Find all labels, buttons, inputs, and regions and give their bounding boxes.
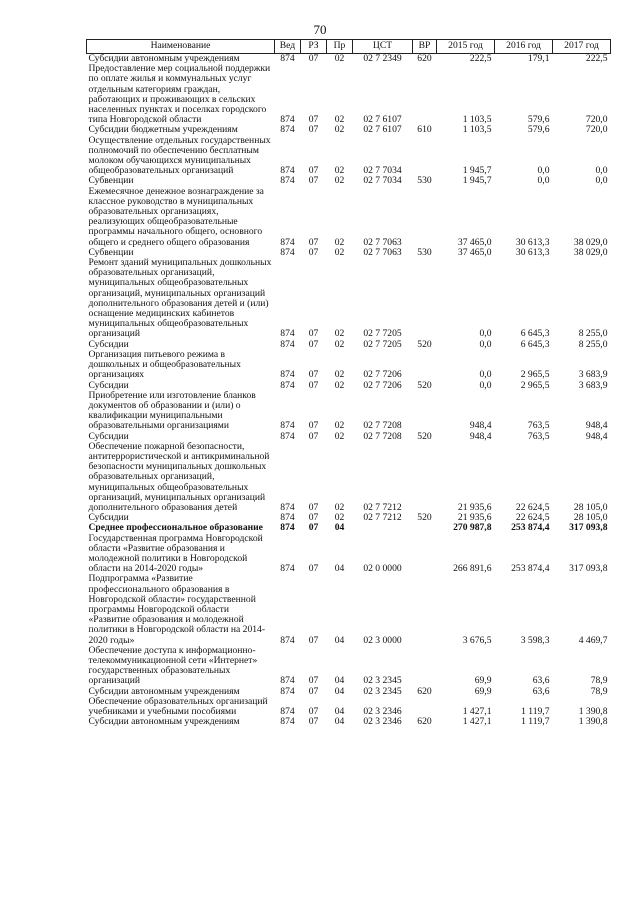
cell-2015: 69,9 (474, 675, 492, 687)
cell-2016: 63,6 (532, 675, 550, 687)
cell-pr: 02 (334, 246, 345, 258)
cell-2016: 30 613,3 (515, 236, 550, 248)
cell-rz: 07 (308, 512, 319, 524)
cell-2016: 6 645,3 (520, 328, 550, 340)
cell-ved: 874 (280, 53, 295, 64)
cell-2016: 30 613,3 (515, 246, 550, 258)
cell-name: Обеспечение образовательных организаций учебниками и учебными пособиями (88, 695, 268, 717)
cell-2016: 0,0 (537, 175, 550, 187)
cell-2016: 1 119,7 (521, 706, 550, 717)
cell-cst: 02 7 7208 (363, 430, 402, 442)
cell-2015: 0,0 (479, 369, 492, 381)
cell-cst: 02 7 7063 (363, 236, 402, 248)
cell-rz: 07 (308, 114, 319, 126)
cell-2017: 948,4 (585, 420, 608, 432)
cell-name: Государственная программа Новгородской области «Развитие образования и молодежной политики в Новгородской области на 2014-2020 годы» (88, 532, 263, 575)
cell-2016: 1 119,7 (521, 716, 550, 728)
cell-rz: 07 (308, 675, 319, 687)
cell-ved: 874 (280, 685, 295, 697)
cell-2016: 179,1 (527, 53, 550, 64)
cell-vr (413, 64, 437, 125)
cell-2015: 0,0 (479, 338, 492, 350)
cell-rz: 07 (308, 522, 319, 534)
cell-2017: 720,0 (585, 124, 608, 136)
cell-vr (413, 391, 437, 432)
cell-cst: 02 3 2346 (363, 716, 402, 728)
cell-vr (413, 350, 437, 381)
cell-2015: 948,4 (469, 420, 492, 432)
cell-vr: 520 (417, 430, 432, 442)
header-2016: 2016 год (495, 40, 553, 54)
cell-ved: 874 (280, 512, 295, 524)
cell-2015: 21 935,6 (457, 501, 492, 513)
cell-cst: 02 7 6107 (363, 124, 402, 136)
cell-2017: 0,0 (595, 175, 608, 187)
table-row (87, 697, 611, 717)
cell-rz: 07 (308, 328, 319, 340)
cell-cst: 02 7 7212 (363, 512, 402, 524)
cell-ved: 874 (280, 379, 295, 391)
cell-rz: 07 (308, 165, 319, 177)
cell-ved: 874 (280, 124, 295, 136)
cell-name: Обеспечение пожарной безопасности, антитеррористической и антикриминальной безопасности муниципальных дошкольных образовательных организаций, муниципальных общеобразовательных организаций, муниципальных организаций дополнительного образования детей (88, 440, 270, 513)
cell-name: Субсидии (88, 512, 129, 524)
table-row (87, 258, 611, 340)
cell-2017: 28 105,0 (573, 512, 608, 524)
cell-2016: 0,0 (537, 165, 550, 177)
cell-rz: 07 (308, 236, 319, 248)
cell-ved: 874 (280, 706, 295, 717)
cell-2015: 948,4 (469, 430, 492, 442)
cell-name: Среднее профессиональное образование (88, 522, 263, 534)
cell-vr: 620 (417, 685, 432, 697)
cell-2015: 1 427,1 (462, 706, 492, 717)
cell-2016: 22 624,5 (515, 512, 550, 524)
cell-vr (413, 646, 437, 687)
cell-2016: 763,5 (527, 420, 550, 432)
cell-name: Обеспечение доступа к информационно-телекоммуникационной сети «Интернет» государственных образовательных организаций (88, 644, 258, 687)
cell-rz: 07 (308, 124, 319, 136)
cell-2015: 1 945,7 (462, 165, 492, 177)
cell-cst (353, 523, 413, 533)
cell-cst: 02 7 7034 (363, 165, 402, 177)
cell-2016: 579,6 (527, 124, 550, 136)
cell-rz: 07 (308, 53, 319, 64)
cell-2017: 78,9 (590, 685, 608, 697)
cell-cst: 02 0 0000 (363, 563, 402, 575)
table-row (87, 442, 611, 513)
cell-pr: 02 (334, 338, 345, 350)
cell-ved: 874 (280, 675, 295, 687)
cell-name: Субсидии (88, 430, 129, 442)
cell-ved: 874 (280, 328, 295, 340)
cell-2017: 317 093,8 (569, 563, 608, 575)
cell-ved: 874 (280, 634, 295, 646)
cell-vr: 520 (417, 512, 432, 524)
cell-name: Субсидии бюджетным учреждениям (88, 124, 238, 136)
cell-name: Субсидии автономным учреждениям (88, 53, 240, 64)
cell-cst: 02 7 7205 (363, 338, 402, 350)
cell-vr (413, 136, 437, 177)
cell-2015: 1 945,7 (462, 175, 492, 187)
cell-pr: 02 (334, 328, 345, 340)
header-pr: Пр (327, 40, 353, 54)
cell-2017: 8 255,0 (578, 328, 608, 340)
cell-ved: 874 (280, 236, 295, 248)
cell-2017: 222,5 (585, 53, 608, 64)
cell-2017: 3 683,9 (578, 379, 608, 391)
cell-2017: 28 105,0 (573, 501, 608, 513)
cell-2015: 37 465,0 (457, 236, 492, 248)
cell-name: Субсидии (88, 379, 129, 391)
cell-rz: 07 (308, 563, 319, 575)
cell-2015: 0,0 (479, 379, 492, 391)
cell-vr: 610 (417, 124, 432, 136)
cell-pr: 04 (334, 706, 345, 717)
cell-cst: 02 7 7208 (363, 420, 402, 432)
cell-rz: 07 (308, 246, 319, 258)
cell-ved: 874 (280, 420, 295, 432)
cell-2016: 2 965,5 (520, 369, 550, 381)
cell-2016: 63,6 (532, 685, 550, 697)
cell-2017: 0,0 (595, 165, 608, 177)
cell-rz: 07 (308, 501, 319, 513)
cell-cst: 02 3 2345 (363, 685, 402, 697)
cell-rz: 07 (308, 430, 319, 442)
cell-cst: 02 7 7063 (363, 246, 402, 258)
cell-ved: 874 (280, 430, 295, 442)
cell-pr: 04 (334, 563, 345, 575)
cell-2017: 948,4 (585, 430, 608, 442)
table-row (87, 136, 611, 177)
cell-pr: 02 (334, 512, 345, 524)
cell-vr: 620 (417, 53, 432, 64)
cell-2017: 1 390,8 (578, 706, 608, 717)
cell-vr (413, 187, 437, 248)
cell-vr: 620 (417, 716, 432, 728)
cell-2015: 1 103,5 (462, 114, 492, 126)
cell-ved: 874 (280, 716, 295, 728)
cell-2017: 720,0 (585, 114, 608, 126)
cell-name: Предоставление мер социальной поддержки по оплате жилья и коммунальных услуг отдельным категориям граждан, работающих и проживающих в сельских населенных пунктах и поселках городского типа Новгородской области (88, 63, 271, 126)
table-header (87, 40, 611, 54)
cell-cst: 02 3 2346 (363, 706, 402, 717)
cell-cst: 02 7 6107 (363, 114, 402, 126)
cell-2015: 1 427,1 (462, 716, 492, 728)
cell-ved: 874 (280, 563, 295, 575)
cell-ved: 874 (280, 114, 295, 126)
cell-2017: 8 255,0 (578, 338, 608, 350)
cell-cst: 02 3 2345 (363, 675, 402, 687)
cell-2016: 763,5 (527, 430, 550, 442)
cell-name: Приобретение или изготовление бланков документов об образовании и (или) о квалификации муниципальными образовательными организациями (88, 389, 256, 432)
cell-cst: 02 7 7034 (363, 175, 402, 187)
cell-cst: 02 7 7205 (363, 328, 402, 340)
cell-pr: 02 (334, 124, 345, 136)
table-row (87, 574, 611, 645)
cell-pr: 04 (334, 716, 345, 728)
cell-ved: 874 (280, 369, 295, 381)
cell-name: Субвенции (88, 246, 134, 258)
cell-2015: 222,5 (469, 53, 492, 64)
cell-name: Осуществление отдельных государственных полномочий по обеспечению бесплатным молоком обучающихся муниципальных общеобразовательных организаций (88, 134, 271, 177)
cell-rz: 07 (308, 369, 319, 381)
table-row (87, 717, 611, 727)
cell-pr: 02 (334, 369, 345, 381)
cell-name: Субвенции (88, 175, 134, 187)
cell-name: Ремонт зданий муниципальных дошкольных образовательных организаций, муниципальных общеобразовательных организаций, муниципальных организаций дополнительного образования детей и (или) оснащение медицинских кабинетов муниципальных общеобразовательных организаций (88, 257, 272, 340)
cell-2015: 1 103,5 (462, 124, 492, 136)
cell-pr: 02 (334, 53, 345, 64)
cell-2015: 266 891,6 (453, 563, 492, 575)
cell-rz: 07 (308, 634, 319, 646)
cell-vr: 530 (417, 175, 432, 187)
header-rz: РЗ (301, 40, 327, 54)
cell-2016: 6 645,3 (520, 338, 550, 350)
header-2017: 2017 год (553, 40, 611, 54)
cell-cst: 02 7 7206 (363, 369, 402, 381)
cell-2016: 253 874,4 (511, 522, 550, 534)
cell-2016: 579,6 (527, 114, 550, 126)
cell-vr (413, 523, 437, 533)
cell-2015: 3 676,5 (462, 634, 492, 646)
cell-2015: 0,0 (479, 328, 492, 340)
cell-vr (413, 442, 437, 513)
cell-ved: 874 (280, 175, 295, 187)
cell-2015: 21 935,6 (457, 512, 492, 524)
cell-pr: 02 (334, 379, 345, 391)
cell-vr (413, 534, 437, 575)
cell-2017: 78,9 (590, 675, 608, 687)
header-name: Наименование (87, 40, 275, 54)
cell-ved: 874 (280, 501, 295, 513)
cell-rz: 07 (308, 379, 319, 391)
cell-pr: 02 (334, 420, 345, 432)
cell-2017: 3 683,9 (578, 369, 608, 381)
cell-2015: 270 987,8 (453, 522, 492, 534)
cell-pr: 02 (334, 114, 345, 126)
cell-vr (413, 574, 437, 645)
table-row (87, 534, 611, 575)
cell-pr: 04 (334, 634, 345, 646)
cell-rz: 07 (308, 716, 319, 728)
cell-ved: 874 (280, 522, 295, 534)
header-cst: ЦСТ (353, 40, 413, 54)
cell-pr: 02 (334, 236, 345, 248)
cell-2015: 37 465,0 (457, 246, 492, 258)
cell-name: Ежемесячное денежное вознаграждение за классное руководство в муниципальных образовательных организациях, реализующих общеобразовательные программы начального общего, основного общего и среднего общего образования (88, 185, 264, 248)
table-row (87, 391, 611, 432)
cell-rz: 07 (308, 338, 319, 350)
table-row (87, 646, 611, 687)
cell-2016: 2 965,5 (520, 379, 550, 391)
cell-pr: 02 (334, 165, 345, 177)
cell-2017: 4 469,7 (578, 634, 608, 646)
table-row (87, 350, 611, 381)
cell-2017: 317 093,8 (569, 522, 608, 534)
budget-table (86, 39, 611, 727)
cell-pr: 04 (334, 522, 345, 534)
cell-rz: 07 (308, 420, 319, 432)
cell-cst: 02 7 7212 (363, 501, 402, 513)
cell-2016: 3 598,3 (520, 634, 550, 646)
cell-ved: 874 (280, 165, 295, 177)
page-number: 70 (313, 22, 327, 37)
cell-rz: 07 (308, 706, 319, 717)
cell-vr (413, 697, 437, 717)
cell-ved: 874 (280, 338, 295, 350)
cell-pr: 02 (334, 501, 345, 513)
header-ved: Вед (275, 40, 301, 54)
cell-2017: 1 390,8 (578, 716, 608, 728)
cell-2017: 38 029,0 (573, 246, 608, 258)
header-vr: ВР (413, 40, 437, 54)
cell-vr: 520 (417, 338, 432, 350)
cell-2016: 253 874,4 (511, 563, 550, 575)
cell-2017: 38 029,0 (573, 236, 608, 248)
cell-pr: 02 (334, 430, 345, 442)
cell-name: Субсидии автономным учреждениям (88, 685, 240, 697)
cell-cst: 02 7 7206 (363, 379, 402, 391)
cell-vr: 530 (417, 246, 432, 258)
cell-cst: 02 7 2349 (363, 53, 402, 64)
header-2015: 2015 год (437, 40, 495, 54)
cell-name: Подпрограмма «Развитие профессионального образования в Новгородской области» государственной программы Новгородской области «Развитие образования и молодежной политики в Новгородской области на 2014-2020 годы» (88, 573, 266, 646)
cell-vr (413, 258, 437, 340)
cell-vr: 520 (417, 379, 432, 391)
cell-rz: 07 (308, 175, 319, 187)
cell-cst: 02 3 0000 (363, 634, 402, 646)
cell-pr: 04 (334, 675, 345, 687)
cell-pr: 04 (334, 685, 345, 697)
cell-ved: 874 (280, 246, 295, 258)
cell-2015: 69,9 (474, 685, 492, 697)
cell-2016: 22 624,5 (515, 501, 550, 513)
table-row (87, 64, 611, 125)
cell-name: Субсидии (88, 338, 129, 350)
cell-name: Субсидии автономным учреждениям (88, 716, 240, 728)
table-row (87, 187, 611, 248)
cell-pr: 02 (334, 175, 345, 187)
cell-rz: 07 (308, 685, 319, 697)
cell-name: Организация питьевого режима в дошкольных и общеобразовательных организациях (88, 348, 241, 381)
